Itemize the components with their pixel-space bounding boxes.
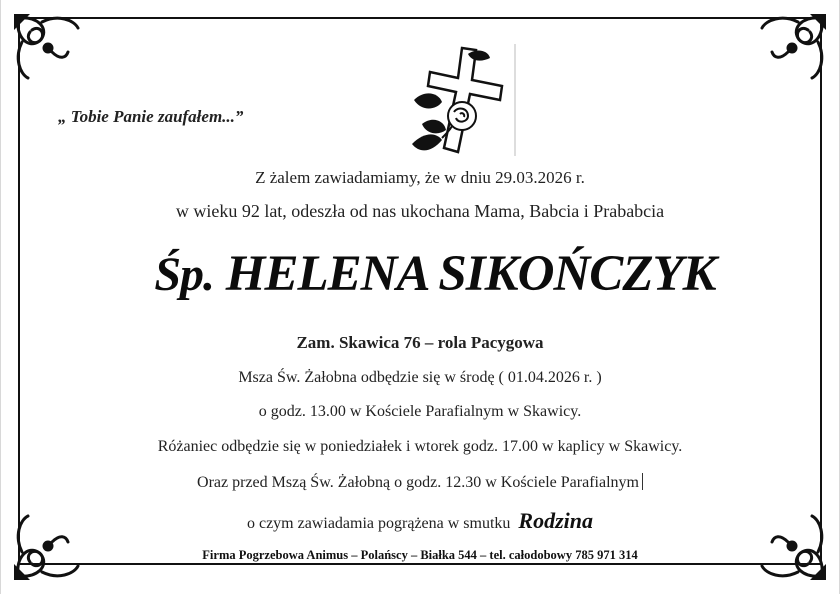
text-cursor (642, 473, 643, 490)
funeral-home-footer: Firma Pogrzebowa Animus – Polańscy – Białka 544 – tel. całodobowy 785 971 314 (202, 548, 638, 562)
deceased-name-heading (70, 245, 800, 303)
corner-ornament-icon (8, 8, 90, 90)
cross-rose-icon (402, 40, 520, 158)
funeral-mass-time: o godz. 13.00 w Kościele Parafialnym w Skawicy. (258, 403, 582, 420)
motto-quote: „ Tobie Panie zaufałem...” (58, 107, 244, 126)
deceased-name: HELENA SIKOŃCZYK (225, 246, 716, 302)
announcement-line-1: Z żalem zawiadamiamy, że w dniu 29.03.2026 r. (255, 168, 585, 187)
residence-address: Zam. Skawica 76 – rola Pacygowa (296, 333, 544, 352)
corner-ornament-icon (750, 8, 832, 90)
before-mass-info (0, 473, 840, 492)
deceased-prefix: Śp. (154, 248, 215, 301)
closing-text: o czym zawiadamia pogrążena w smutku (246, 515, 511, 532)
closing-line (0, 508, 840, 534)
funeral-mass-info: Msza Św. Żałobna odbędzie się w środę ( 01.04.2026 r. ) (238, 369, 602, 386)
before-mass-text: Oraz przed Mszą Św. Żałobną o godz. 12.30 w Kościele Parafialnym (197, 474, 639, 491)
announcement-line-2: w wieku 92 lat, odeszła od nas ukochana Mama, Babcia i Prababcia (175, 201, 665, 221)
family-signature: Rodzina (518, 508, 594, 533)
rosary-info: Różaniec odbędzie się w poniedziałek i wtorek godz. 17.00 w kaplicy w Skawicy. (157, 438, 683, 455)
